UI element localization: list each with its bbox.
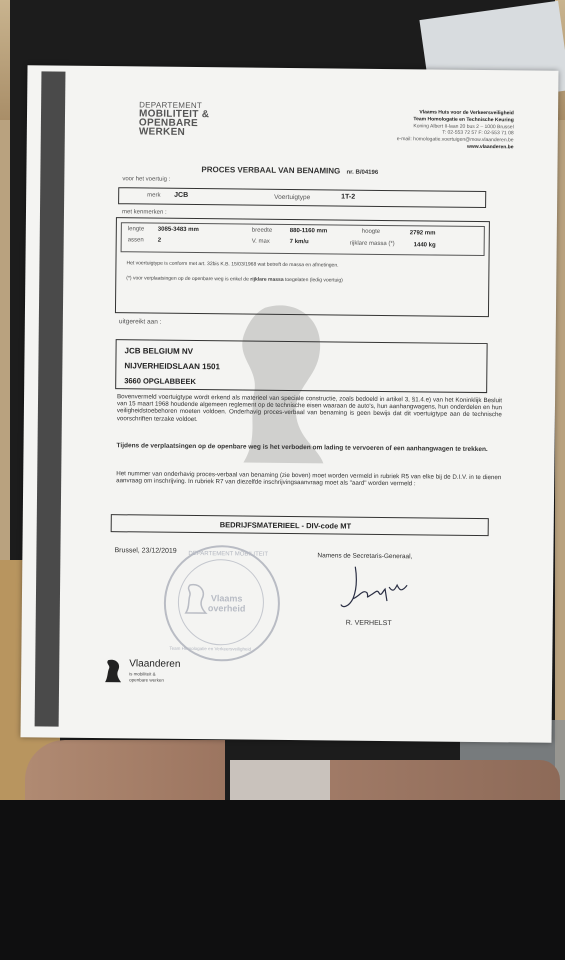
- seal-lion-icon: [182, 583, 208, 615]
- category-text: BEDRIJFSMATERIEEL - DIV-code MT: [219, 520, 352, 531]
- vehicle-box: [118, 187, 486, 208]
- paragraph-registration: Het nummer van onderhavig proces-verbaal van benaming (zie boven) moet worden vermeld in rubriek R5 van elke bij de D.I.V. in te dienen aanvraag om inschrijving. In rubriek R7 van diezelfde inschrijvingsaanvraag moet als "aard" worden vermeld :: [116, 470, 502, 488]
- type-label: Voertuigtype: [274, 193, 311, 202]
- height-label: hoogte: [361, 228, 381, 235]
- mark-label: merk: [147, 192, 161, 199]
- handwritten-signature: [337, 559, 418, 620]
- vmax-value: 7 km/u: [289, 238, 309, 246]
- recipient-box: [115, 339, 488, 393]
- vehicle-intro-label: voor het voertuig :: [122, 176, 171, 183]
- conformity-note: Het voertuigtype is conform met art. 32bis K.B. 15/03/1968 wat betreft de massa en afmetingen.: [126, 260, 339, 269]
- address-block: [397, 109, 514, 151]
- recipient-city: 3660 OPGLABBEEK: [124, 376, 196, 387]
- paragraph-prohibition: Tijdens de verplaatsingen op de openbare weg is het verboden om lading te vervoeren of een aanhangwagen te trekken.: [116, 442, 488, 454]
- addr-line3: Koning Albert II-laan 20 bus 2 – 1000 Brussel: [413, 122, 514, 130]
- addr-line4: T: 02-553 72 57 F: 02-553 71 08: [442, 129, 514, 137]
- mass-note-post: toegelaten (ledig voertuig): [283, 276, 343, 284]
- length-label: lengte: [127, 226, 145, 233]
- mass-note-bold: rijklare massa: [250, 276, 284, 283]
- dept-line4: WERKEN: [138, 126, 186, 138]
- document-page: [20, 65, 558, 743]
- mass-label: rijklare massa (*): [349, 240, 395, 248]
- on-behalf-line: Namens de Secretaris-Generaal,: [317, 552, 413, 561]
- dept-line2: MOBILITEIT &: [138, 108, 210, 121]
- title-text: PROCES VERBAAL VAN BENAMING: [201, 165, 341, 176]
- recipient-street: NIJVERHEIDSLAAN 1501: [124, 361, 221, 372]
- width-label: breedte: [251, 227, 273, 234]
- height-value: 2792 mm: [409, 230, 436, 237]
- seal-text-2: overheid: [207, 603, 246, 614]
- paragraph-recognition: Bovenvermeld voertuigtype wordt erkend als materieel van speciale constructie, zoals bedoeld in artikel 3, §1.4.e) van het Koninklijk Besluit van 15 maart 1968 houdende algemeen reglement op de technische eisen waaraan de auto's, hun aanhangwagens, hun onderdelen en hun veiligheidstoebehoren moeten voldoen. Onderhavig proces-verbaal van benaming is geen bewijs dat dit voertuigtype aan de technische voorschriften terzake voldoet.: [116, 393, 503, 423]
- signer-name: R. VERHELST: [345, 619, 392, 628]
- length-value: 3085-3483 mm: [157, 226, 199, 234]
- place-date: Brussel, 23/12/2019: [114, 547, 177, 555]
- vlaanderen-lion-icon: [103, 658, 123, 684]
- recipient-name: JCB BELGIUM NV: [124, 346, 194, 356]
- issued-label: uitgereikt aan :: [118, 318, 162, 326]
- dept-line1: DEPARTEMENT: [139, 100, 203, 111]
- department-header: [139, 100, 210, 137]
- logo-sub1: is mobiliteit &: [129, 671, 156, 677]
- dark-shorts: [0, 800, 565, 960]
- logo-name: Vlaanderen: [129, 658, 181, 670]
- addr-line2: Team Homologatie en Technische Keuring: [413, 116, 514, 124]
- mass-note: [126, 275, 343, 283]
- specs-inner-box: [121, 222, 485, 256]
- mass-note-pre: (*) voor verplaatsingen op de openbare weg is enkel de: [126, 275, 251, 283]
- official-seal: [163, 545, 280, 662]
- mass-value: 1440 kg: [413, 242, 436, 249]
- width-value: 880-1160 mm: [289, 227, 328, 235]
- document-title: [201, 165, 378, 176]
- category-box: [111, 514, 489, 536]
- addr-line1: Vlaams Huis voor de Verkeersveiligheid: [419, 109, 514, 117]
- addr-line5: e-mail: homologatie.voertuigen@mow.vlaanderen.be: [396, 136, 514, 144]
- logo-sub2: openbare werken: [129, 677, 164, 683]
- left-grey-bar: [35, 71, 66, 726]
- seal-ring-top: DEPARTEMENT MOBILITEIT: [188, 550, 269, 558]
- axles-label: assen: [127, 237, 144, 244]
- vmax-label: V. max: [251, 238, 270, 245]
- features-label: met kenmerken :: [121, 209, 167, 216]
- axles-value: 2: [157, 237, 162, 244]
- dept-line3: OPENBARE: [138, 117, 199, 130]
- type-value: 1T-2: [341, 193, 356, 201]
- seal-center-text: [208, 593, 246, 613]
- addr-line6: www.vlaanderen.be: [466, 143, 514, 151]
- mark-value: JCB: [174, 191, 189, 199]
- document-number: nr. B/04196: [346, 169, 379, 176]
- seal-text-1: Vlaams: [210, 593, 243, 604]
- seal-ring-bottom: Team Homologatie en Verkeersveiligheid: [169, 645, 252, 652]
